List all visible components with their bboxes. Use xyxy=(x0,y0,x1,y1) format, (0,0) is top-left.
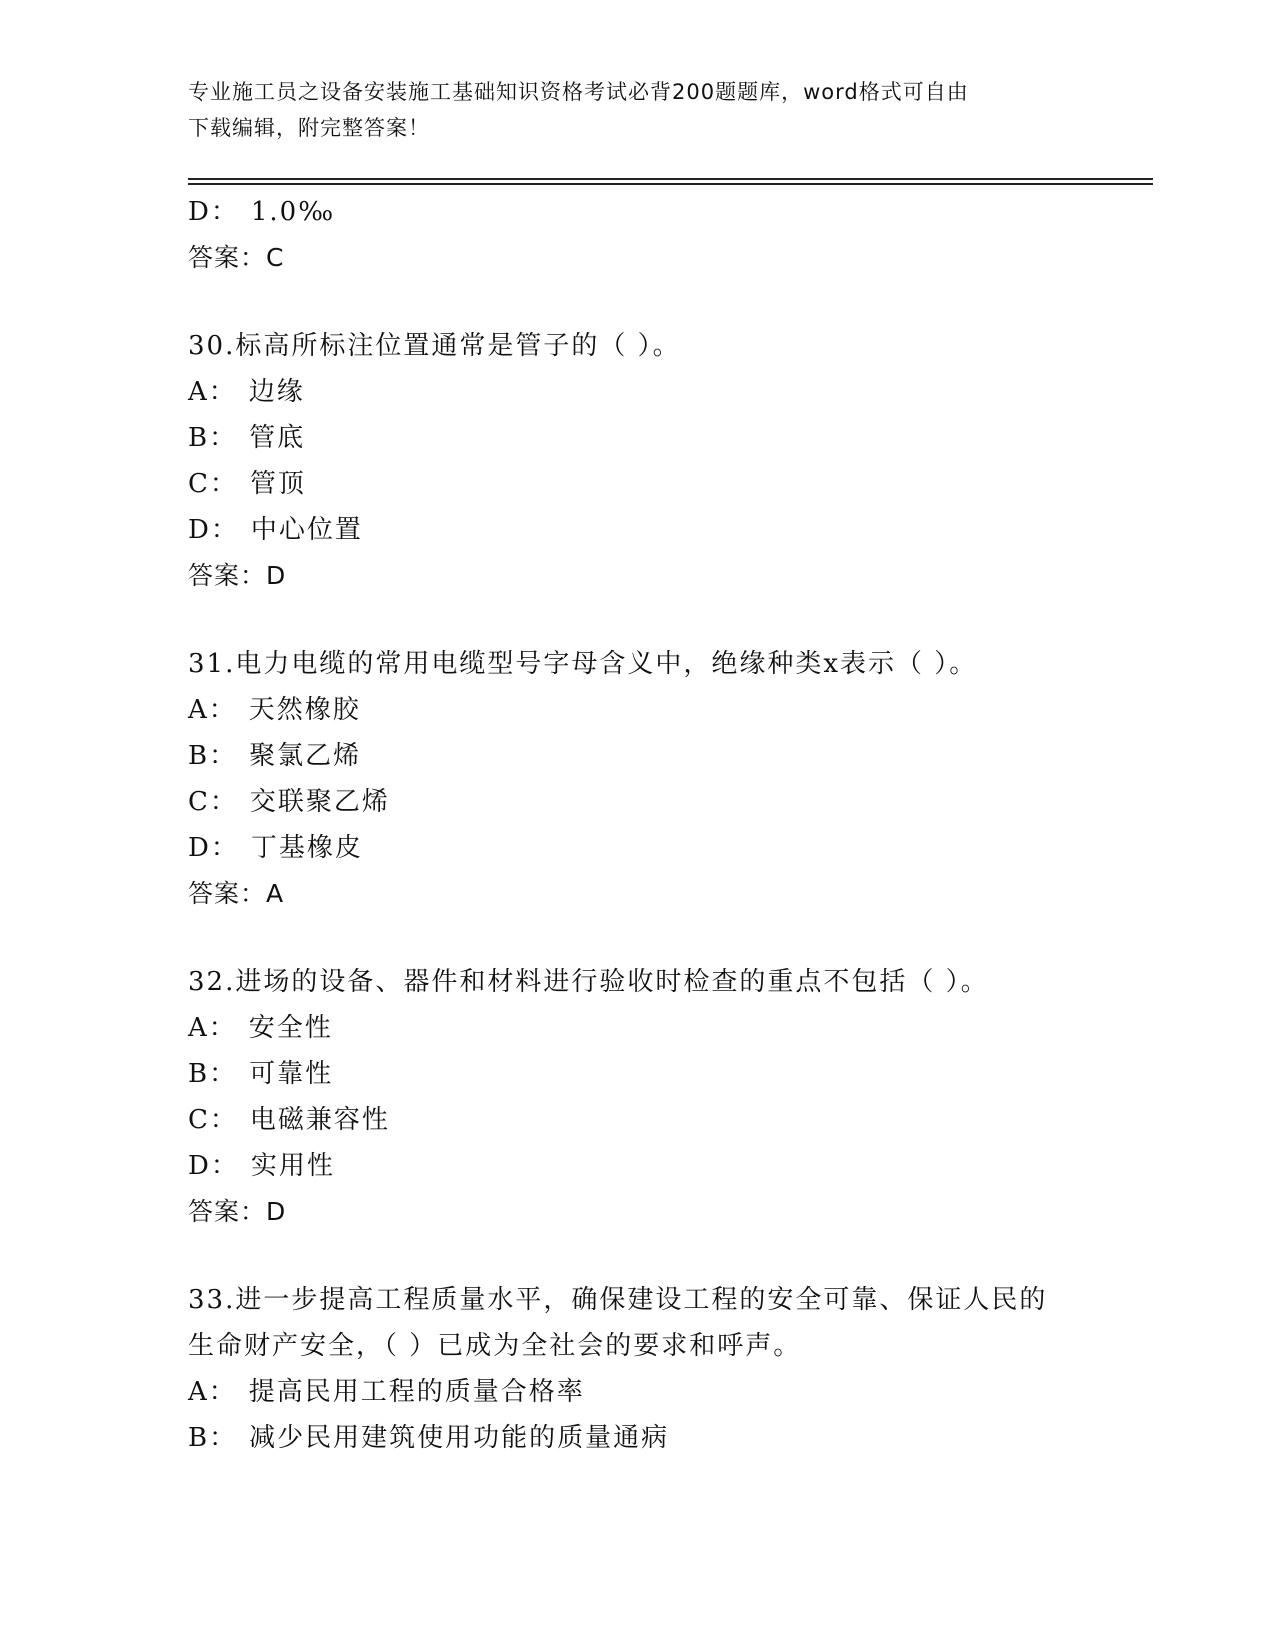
option-text: 交联聚乙烯 xyxy=(249,787,390,817)
question-33-option-b xyxy=(188,1415,1153,1461)
option-text: 天然橡胶 xyxy=(248,695,361,725)
question-31-stem: 31.电力电缆的常用电缆型号字母含义中，绝缘种类x表示（ ）。 xyxy=(188,649,978,679)
question-32-answer: 答案：D xyxy=(188,1197,287,1226)
option-label: B： xyxy=(188,423,238,453)
question-32-stem: 32.进场的设备、器件和材料进行验收时检查的重点不包括（ ）。 xyxy=(188,967,989,997)
option-text: 管顶 xyxy=(249,469,306,499)
header-divider-bottom xyxy=(188,183,1153,185)
question-31-option-d xyxy=(188,825,1153,871)
option-label: B： xyxy=(188,1059,238,1089)
question-33-option-a xyxy=(188,1369,1153,1415)
option-text: 边缘 xyxy=(248,377,305,407)
option-text: 电磁兼容性 xyxy=(249,1105,390,1135)
question-31-option-c xyxy=(188,779,1153,825)
option-label: B： xyxy=(188,741,238,771)
option-text: 提高民用工程的质量合格率 xyxy=(248,1377,585,1407)
option-label: D： xyxy=(188,515,239,545)
question-32-option-a xyxy=(188,1005,1153,1051)
question-31-option-a xyxy=(188,687,1153,733)
spacer xyxy=(188,281,1153,323)
option-text: 聚氯乙烯 xyxy=(249,741,362,771)
question-33-stem-line-1: 33.进一步提高工程质量水平，确保建设工程的安全可靠、保证人民的 xyxy=(188,1285,1048,1315)
option-label: A： xyxy=(188,1013,237,1043)
question-31-answer: 答案：A xyxy=(188,879,285,908)
question-30-option-c xyxy=(188,461,1153,507)
question-31-option-b xyxy=(188,733,1153,779)
option-text: 管底 xyxy=(249,423,306,453)
option-label: B： xyxy=(188,1423,238,1453)
header-divider-top xyxy=(188,178,1153,180)
option-label: C： xyxy=(188,1105,238,1135)
question-list xyxy=(188,189,1153,1461)
option-text: 实用性 xyxy=(250,1151,335,1181)
option-label: D： xyxy=(188,833,239,863)
option-text: 可靠性 xyxy=(249,1059,334,1089)
spacer xyxy=(188,1235,1153,1277)
header-title-line-1: 专业施工员之设备安装施工基础知识资格考试必背200题题库，word格式可自由 xyxy=(188,80,969,104)
question-32-option-b xyxy=(188,1051,1153,1097)
spacer xyxy=(188,599,1153,641)
spacer xyxy=(188,917,1153,959)
option-label: C： xyxy=(188,469,238,499)
option-text: 中心位置 xyxy=(250,515,363,545)
question-30-option-d xyxy=(188,507,1153,553)
question-32-option-c xyxy=(188,1097,1153,1143)
question-33-stem-line-2: 生命财产安全，（ ）已成为全社会的要求和呼声。 xyxy=(188,1331,802,1361)
prev-answer: 答案：C xyxy=(188,243,285,272)
question-30-option-b xyxy=(188,415,1153,461)
header-title-line-2: 下载编辑，附完整答案！ xyxy=(188,116,430,140)
option-text: 1.0‰ xyxy=(250,197,336,227)
option-label: D： xyxy=(188,197,239,227)
question-30-answer: 答案：D xyxy=(188,561,287,590)
prev-option-d xyxy=(188,189,1153,235)
question-30-option-a xyxy=(188,369,1153,415)
question-30-stem: 30.标高所标注位置通常是管子的（ ）。 xyxy=(188,331,681,361)
option-text: 安全性 xyxy=(248,1013,333,1043)
option-label: A： xyxy=(188,377,237,407)
option-label: C： xyxy=(188,787,238,817)
option-label: A： xyxy=(188,1377,237,1407)
page-header xyxy=(188,74,1088,146)
option-label: D： xyxy=(188,1151,239,1181)
option-text: 丁基橡皮 xyxy=(250,833,363,863)
option-label: A： xyxy=(188,695,237,725)
question-32-option-d xyxy=(188,1143,1153,1189)
option-text: 减少民用建筑使用功能的质量通病 xyxy=(249,1423,670,1453)
